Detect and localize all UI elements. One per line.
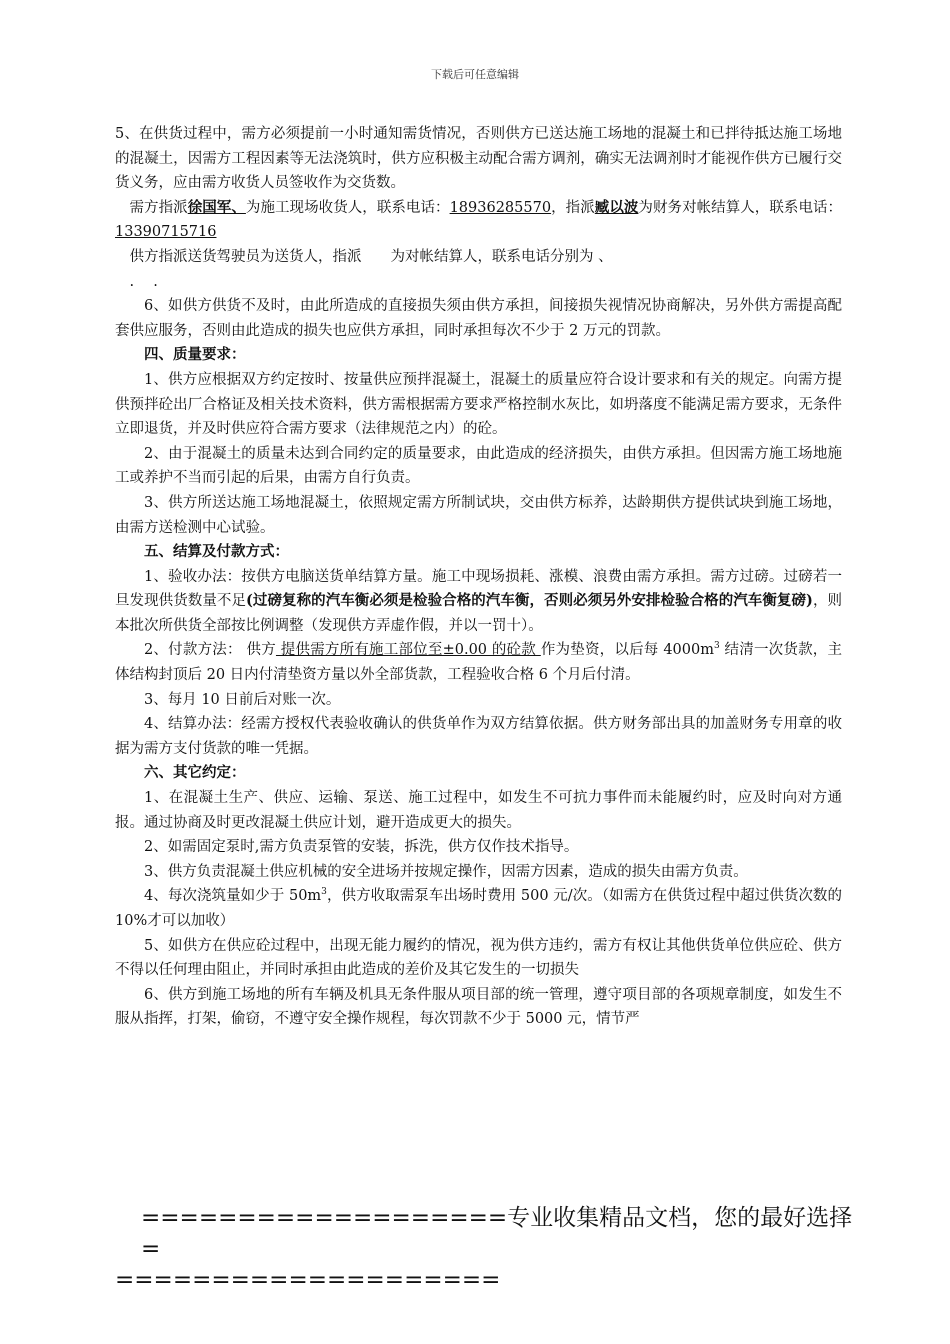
receiver-person: 徐国军、 (187, 198, 246, 216)
section-5-item-1-c: ，则本批次所供货全部按比例调整（发现供方弄虚作假，并以一罚十）。 (115, 593, 843, 634)
receiver-mid2: ，指派 (551, 199, 595, 216)
section-6-item-4-b: ，供方收取需泵车出场时费用 500 元/次。（如需方在供货过程中超过供货次数的 10%才可以加收） (115, 888, 842, 929)
dots-line: . . (129, 273, 158, 290)
section-5-item-2-b: 作为垫资，以后每 4000m (540, 642, 714, 659)
section-6-item-2: 2、如需固定泵时,需方负责泵管的安装，拆洗，供方仅作技术指导。 (144, 839, 579, 856)
receiver-mid3: 为财务对帐结算人，联系电话： (638, 199, 843, 216)
section-4-title: 四、质量要求： (144, 346, 246, 364)
section-6-item-4-a: 4、每次浇筑量如少于 50m (144, 888, 322, 905)
section-6-item-4-sup: 3 (321, 887, 327, 898)
section-6-item-1: 1、在混凝土生产、供应、运输、泵送、施工过程中，如发生不可抗力事件而未能履约时，应及时向对方通报。通过协商及时更改混凝土供应计划，避开造成更大的损失。 (115, 790, 842, 831)
section-5-item-2-a: 2、付款方法： 供方 (144, 642, 276, 659)
clause-5: 5、在供货过程中，需方必须提前一小时通知需货情况，否则供方已送达施工场地的混凝土和已拌待抵达施工场地的混凝土，因需方工程因素等无法浇筑时，供方应积极主动配合需方调剂，确实无法调剂时才能视作供方已履行交货义务，应由需方收货人员签收作为交货数。 (115, 126, 842, 192)
section-5-item-2-c: 结清一次货款，主体结构封顶后 20 日内付清垫资方量以外全部货款，工程验收合格 6 个月后付清。 (115, 642, 843, 684)
accountant-phone: 13390715716 (115, 224, 217, 241)
footer-line-2: ==================== (115, 1267, 501, 1293)
section-6-title: 六、其它约定： (144, 764, 246, 782)
section-6-item-6: 6、供方到施工场地的所有车辆及机具无条件服从项目部的统一管理，遵守项目部的各项规章制度，如发生不服从指挥，打架，偷窃，不遵守安全操作规程，每次罚款不少于 5000 元，情节严 (115, 986, 842, 1028)
section-4-item-2: 2、由于混凝土的质量未达到合同约定的质量要求，由此造成的经济损失，由供方承担。但因需方施工场地施工或养护不当而引起的后果，由需方自行负责。 (115, 445, 842, 487)
section-5-item-3: 3、每月 10 日前后对账一次。 (144, 691, 341, 708)
receiver-mid: 为施工现场收货人，联系电话： (245, 199, 450, 216)
section-5-item-2-sup: 3 (713, 641, 720, 652)
section-5-item-1-a: 1、验收办法：按供方电脑送货单结算方量。施工中现场损耗、涨模、浪费由需方承担。需方过磅。过磅若一旦发现供货数量不足 (115, 568, 842, 610)
section-6-item-5: 5、如供方在供应砼过程中，出现无能力履约的情况，视为供方违约，需方有权让其他供货单位供应砼、供方不得以任何理由阻止，并同时承担由此造成的差价及其它发生的一切损失 (115, 937, 842, 979)
section-4-item-1: 1、供方应根据双方约定按时、按量供应预拌混凝土，混凝土的质量应符合设计要求和有关的规定。向需方提供预拌砼出厂合格证及相关技术资料，供方需根据需方要求严格控制水灰比，如坍落度不能满足需方要求，无条件立即退货，并及时供应符合需方要求（法律规范之内）的砼。 (115, 371, 842, 438)
section-5-item-4: 4、结算办法：经需方授权代表验收确认的供货单作为双方结算依据。供方财务部出具的加盖财务专用章的收据为需方支付货款的唯一凭据。 (115, 716, 842, 757)
section-5-item-1-bold: (过磅复称的汽车衡必须是检验合格的汽车衡，否则必须另外安排检验合格的汽车衡复磅) (246, 592, 813, 610)
section-6-item-4 (115, 884, 842, 933)
clause-6: 6、如供方供货不及时，由此所造成的直接损失须由供方承担，间接损失视情况协商解决，另外供方需提高配套供应服务，否则由此造成的损失也应供方承担，同时承担每次不少于 2 万元的罚款。 (115, 298, 842, 339)
page-header: 下载后可任意编辑 (431, 68, 519, 81)
section-5-item-2-underlined: 提供需方所有施工部位至±0.00 的砼款 (275, 642, 541, 659)
document-body (115, 122, 842, 1032)
accountant-person: 臧以波 (594, 198, 639, 216)
section-6-item-3: 3、供方负责混凝土供应机械的安全进场并按规定操作，因需方因素，造成的损失由需方负责。 (144, 863, 748, 880)
page-footer (115, 1203, 855, 1296)
receiver-pre: 需方指派 (129, 199, 188, 216)
section-5-title: 五、结算及付款方式： (144, 543, 289, 561)
section-4-item-3: 3、供方所送达施工场地混凝土，依照规定需方所制试块，交由供方标养，达龄期供方提供试块到施工场地，由需方送检测中心试验。 (115, 494, 842, 536)
footer-line-1: ===================专业收集精品文档，您的最好选择= (141, 1205, 853, 1262)
supplier-line: 供方指派送货驾驶员为送货人，指派 为对帐结算人，联系电话分别为 、 (129, 248, 613, 265)
receiver-line (115, 196, 842, 245)
receiver-phone: 18936285570 (449, 199, 552, 216)
section-5-item-1 (115, 565, 842, 639)
section-5-item-2 (115, 638, 842, 687)
